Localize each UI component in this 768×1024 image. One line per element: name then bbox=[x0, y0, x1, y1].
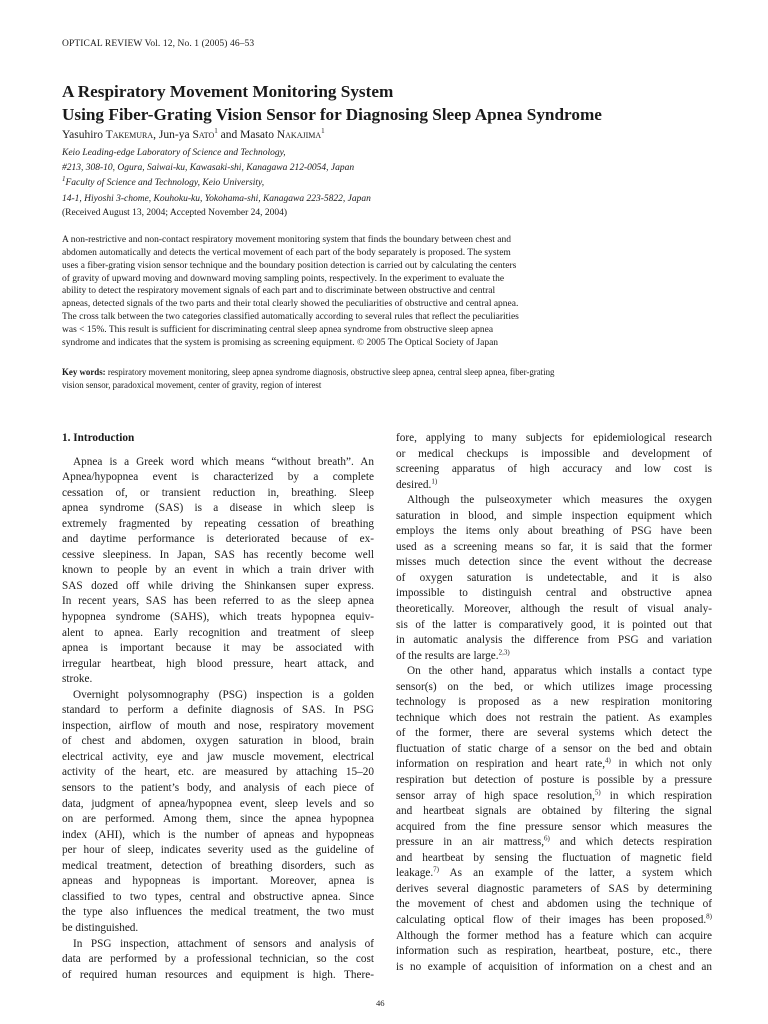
author-3-surname: akajima bbox=[285, 129, 322, 141]
running-head: OPTICAL REVIEW Vol. 12, No. 1 (2005) 46–53 bbox=[62, 39, 255, 49]
body-text: theoretically. Moreover, although the result of visual analy- bbox=[396, 603, 712, 616]
body-text-line bbox=[396, 835, 712, 851]
citation-ref: 4) bbox=[605, 757, 611, 765]
author-2-name: , Jun-ya S bbox=[153, 129, 199, 141]
body-text-line bbox=[396, 882, 712, 898]
abstract-line: The cross talk between the two categories classified automatically according to several rules that reflect the peculiarities bbox=[62, 312, 519, 323]
body-text: respiration but detection of posture is possible by a pressure bbox=[396, 774, 712, 787]
body-text: and which detects respiration bbox=[549, 836, 712, 849]
affil-mark: 1 bbox=[62, 175, 66, 184]
right-column bbox=[396, 431, 712, 975]
body-text: fluctuation of static charge of a sensor on the bed and obtain bbox=[396, 742, 712, 755]
body-text-line bbox=[396, 929, 712, 945]
body-text-line bbox=[396, 602, 712, 618]
abstract-line: syndrome and indicates that the system is promising as screening equipment. © 2005 The Optical Society of Japan bbox=[62, 337, 499, 348]
body-text-line bbox=[396, 711, 712, 727]
abstract-line: ability to detect the respiratory movement signals of each part and to discriminate between obstructive and central bbox=[62, 286, 496, 297]
body-text-line bbox=[396, 555, 712, 571]
author-2-surname: ato bbox=[198, 129, 215, 141]
author-1-name: Yasuhiro T bbox=[62, 129, 113, 141]
affiliation-line bbox=[62, 176, 371, 191]
body-text: On the other hand, apparatus which installs a contact type bbox=[407, 665, 712, 678]
body-text: calculating optical flow of their images has been proposed. bbox=[396, 913, 707, 926]
body-text-line: the type also influences the medical treatment, the two must bbox=[62, 906, 374, 919]
body-text: the movement of chest and abdomen using the technique of bbox=[396, 898, 712, 911]
body-text-line bbox=[396, 680, 712, 696]
body-text: in which respiration bbox=[600, 789, 712, 802]
body-text-line bbox=[396, 447, 712, 463]
body-text-line bbox=[396, 773, 712, 789]
body-text-line bbox=[396, 509, 712, 525]
body-text-line bbox=[396, 649, 712, 665]
body-text-line: of required human resources and equipment is high. There- bbox=[62, 968, 374, 981]
body-text: screening apparatus of high accuracy and low cost is bbox=[396, 463, 712, 476]
body-text: in automatic analysis the difference from PSG and variation bbox=[396, 634, 712, 647]
body-text-line bbox=[396, 742, 712, 758]
citation-ref: 8) bbox=[706, 912, 712, 921]
body-text-line: and daytime performance is deteriorated because of ex- bbox=[62, 533, 374, 546]
abstract-line: of gravity of upward moving and downward moving sampling points, respectively. In the experiment to evaluate the bbox=[62, 273, 505, 284]
abstract-line: was < 15%. This result is sufficient for discriminating central sleep apnea syndrome from obstructive sleep apnea bbox=[62, 324, 494, 335]
body-text: sensor(s) on the bed, or which utilizes image processing bbox=[396, 680, 712, 693]
abstract-line: abdomen automatically and detects the vertical movement of each part of the body separately is proposed. The system bbox=[62, 247, 511, 258]
body-text-line bbox=[396, 586, 712, 602]
body-text-line bbox=[396, 478, 712, 494]
body-text-line: apneas and hypopneas is important. Moreover, apnea is bbox=[62, 875, 374, 888]
author-3-affil-mark: 1 bbox=[321, 127, 325, 136]
body-text-line: SAS dozed off while driving the Shinkansen super express. bbox=[62, 579, 374, 592]
citation-ref: 2,3) bbox=[498, 647, 510, 656]
body-text-line bbox=[396, 804, 712, 820]
body-text: fore, applying to many subjects for epidemiological research bbox=[396, 432, 712, 444]
body-text: technology is proposed as a new respiration monitoring bbox=[396, 696, 712, 709]
citation-ref: 6) bbox=[544, 835, 550, 843]
body-text-line: classified to two types, central and obstructive apnea. Since bbox=[62, 890, 374, 903]
body-text: of oxygen saturation is undetectable, and it is also bbox=[396, 571, 712, 584]
body-text-line bbox=[396, 944, 712, 960]
title-line-1: A Respiratory Movement Monitoring System bbox=[62, 82, 394, 101]
body-text-line bbox=[396, 913, 712, 929]
body-text-line: electrical activity, eye and jaw muscle movement, electrical bbox=[62, 750, 374, 763]
body-text: sis of the latter is comparatively good, it is pointed out that bbox=[396, 618, 712, 631]
body-text: saturation in blood, and simple inspection equipment which bbox=[396, 509, 712, 522]
body-text-line bbox=[396, 618, 712, 634]
body-text-line: per hour of sleep, indicates severity used as the guideline of bbox=[62, 844, 374, 857]
body-text-line bbox=[396, 493, 712, 509]
body-text: of the former, there are several systems which detect the bbox=[396, 727, 712, 740]
body-text-line bbox=[396, 571, 712, 587]
keywords-line: vision sensor, paradoxical movement, center of gravity, region of interest bbox=[62, 379, 322, 390]
author-1-surname: akemura bbox=[112, 129, 154, 141]
keywords-label: Key words: bbox=[62, 367, 106, 377]
keywords bbox=[62, 366, 662, 391]
body-text-line bbox=[396, 431, 712, 447]
body-text-line: In recent years, SAS has been referred to as the sleep apnea bbox=[62, 595, 374, 608]
body-text-line bbox=[396, 462, 712, 478]
body-text-line: alent to apnea. Early recognition and treatment of sleep bbox=[62, 626, 374, 639]
body-text-line: In PSG inspection, attachment of sensors and analysis of bbox=[73, 937, 374, 950]
page-number: 46 bbox=[376, 998, 385, 1008]
body-text-line: apnea is important because it may be associated with bbox=[62, 642, 374, 655]
received-dates: (Received August 13, 2004; Accepted November 24, 2004) bbox=[62, 208, 288, 218]
body-text-line bbox=[396, 851, 712, 867]
body-text: desired. bbox=[396, 478, 432, 491]
body-text-line: data are performed by a professional technician, so the cost bbox=[62, 953, 374, 966]
body-text-line: index (AHI), which is the number of apneas and hypopneas bbox=[62, 828, 374, 841]
body-text-line: hypopnea syndrome (SAHS), which treats hypopnea equiv- bbox=[62, 611, 374, 624]
title-line-2: Using Fiber-Grating Vision Sensor for Diagnosing Sleep Apnea Syndrome bbox=[62, 105, 602, 124]
body-text: and heartbeat by sensing the fluctuation of magnetic field bbox=[396, 851, 712, 864]
body-text-line: standard to perform a definite diagnosis of SAS. In PSG bbox=[62, 704, 374, 717]
body-text: Although the former method has a feature which can acquire bbox=[396, 929, 712, 942]
body-text-line: cessive sleepiness. In Japan, SAS has recently become well bbox=[62, 548, 374, 561]
body-text-line: Apnea/hypopnea event is characterized by a complete bbox=[62, 471, 374, 484]
body-text-line: known to people by an event in which a train driver with bbox=[62, 564, 374, 577]
left-column-body bbox=[62, 455, 374, 984]
keywords-line bbox=[62, 366, 662, 379]
body-text-line: Apnea is a Greek word which means “without breath”. An bbox=[73, 455, 374, 468]
body-text-line bbox=[396, 695, 712, 711]
body-text-line: apnea syndrome (SAS) is a disease in which sleep is bbox=[62, 502, 374, 515]
body-text-line: medical treatment, detection of breathing disorders, such as bbox=[62, 859, 374, 872]
body-text: leakage. bbox=[396, 867, 434, 880]
body-text-line bbox=[396, 726, 712, 742]
author-2-affil-mark: 1 bbox=[214, 127, 218, 136]
body-text: derives several diagnostic parameters of SAS by determining bbox=[396, 882, 712, 895]
body-text-line bbox=[396, 820, 712, 836]
body-text: pressure in an air mattress, bbox=[396, 836, 545, 849]
body-text-line bbox=[396, 633, 712, 649]
keywords-text: respiratory movement monitoring, sleep apnea syndrome diagnosis, obstructive sleep apnea, central sleep apnea, fiber-grating bbox=[105, 367, 555, 377]
citation-ref: 1) bbox=[431, 476, 438, 485]
body-text-line bbox=[396, 757, 712, 773]
body-text: employs the items only about breathing of PSG have been bbox=[396, 525, 712, 538]
body-text-line bbox=[396, 897, 712, 913]
abstract bbox=[62, 234, 618, 350]
affiliation-line: 14-1, Hiyoshi 3-chome, Kouhoku-ku, Yokohama-shi, Kanagawa 223-5822, Japan bbox=[62, 193, 371, 204]
body-text-line: sensors to the patient’s body, and analysis of each piece of bbox=[62, 782, 374, 795]
body-text: acquired from the fine pressure sensor which measures the bbox=[396, 820, 712, 833]
body-text-line bbox=[396, 960, 712, 976]
body-text-line: extremely fragmented by repeating cessation of breathing bbox=[62, 517, 374, 530]
article-title bbox=[62, 80, 722, 126]
body-text: and heartbeat signals are obtained by filtering the signal bbox=[396, 805, 712, 818]
body-text: or medical checkups is impossible and development of bbox=[396, 447, 712, 460]
body-text: As an example of the latter, a system which bbox=[439, 867, 712, 880]
body-text: impossible to distinguish central and obstructive apnea bbox=[396, 587, 712, 600]
body-text-line: on are performed. Among them, since the apnea hypopnea bbox=[62, 813, 374, 826]
body-text: information such as respiration, heartbeat, posture, etc., there bbox=[396, 945, 712, 958]
body-text-line bbox=[396, 524, 712, 540]
body-text-line: be distinguished. bbox=[62, 921, 139, 934]
body-text: information on respiration and heart rate, bbox=[396, 758, 606, 771]
body-text-line: of chest and abdomen, oxygen saturation in blood, brain bbox=[62, 735, 374, 748]
abstract-line: A non-restrictive and non-contact respiratory movement monitoring system that finds the boundary between chest and bbox=[62, 235, 512, 245]
body-text-line bbox=[396, 789, 712, 805]
body-text-line: irregular heartbeat, high blood pressure, heart attack, and bbox=[62, 657, 374, 670]
body-text: used as a screening means so far, it is said that the former bbox=[396, 540, 712, 553]
right-column-body bbox=[396, 431, 712, 975]
abstract-line: uses a fiber-grating vision sensor technique and the boundary position detection is carried out by calculating the centers bbox=[62, 260, 517, 271]
author-list bbox=[62, 129, 325, 141]
body-text-line: stroke. bbox=[62, 673, 93, 686]
body-text: misses much detection since the event without the decrease bbox=[396, 556, 712, 569]
body-text-line: Overnight polysomnography (PSG) inspection is a golden bbox=[73, 688, 374, 701]
body-text: technique which does not restrain the patient. As examples bbox=[396, 711, 712, 724]
affiliations bbox=[62, 146, 371, 207]
body-text: in which not only bbox=[610, 758, 712, 771]
body-text-line: activity of the heart, etc. are measured by attaching 15–20 bbox=[62, 766, 374, 779]
body-text: sensor array of high space resolution, bbox=[396, 789, 595, 802]
body-text-line: inspection, airflow of mouth and nose, respiratory movement bbox=[62, 719, 374, 732]
citation-ref: 5) bbox=[594, 788, 601, 796]
body-text: Although the pulseoxymeter which measures the oxygen bbox=[407, 494, 712, 507]
body-text-line bbox=[396, 540, 712, 556]
body-text-line: cessation of, or transient reduction in, breathing. Sleep bbox=[62, 486, 374, 499]
affiliation-line: Keio Leading-edge Laboratory of Science and Technology, bbox=[62, 148, 286, 158]
body-text-line: data, judgment of apnea/hypopnea event, sleep levels and so bbox=[62, 797, 374, 810]
body-text: is no example of acquisition of information on a chest and an bbox=[396, 960, 712, 973]
author-3-name: and Masato N bbox=[217, 129, 286, 141]
section-heading: 1. Introduction bbox=[62, 432, 135, 444]
body-text-line bbox=[396, 664, 712, 680]
body-text-line bbox=[396, 866, 712, 882]
affiliation-text: Faculty of Science and Technology, Keio University, bbox=[65, 178, 265, 189]
left-column bbox=[62, 431, 374, 983]
body-text: of the results are large. bbox=[396, 649, 499, 662]
abstract-line: apneas, detected signals of the two parts and their total clearly showed the peculiarities of obstructive and central apnea. bbox=[62, 299, 519, 310]
citation-ref: 7) bbox=[433, 866, 440, 874]
affiliation-line: #213, 308-10, Ogura, Saiwai-ku, Kawasaki-shi, Kanagawa 212-0054, Japan bbox=[62, 163, 355, 174]
